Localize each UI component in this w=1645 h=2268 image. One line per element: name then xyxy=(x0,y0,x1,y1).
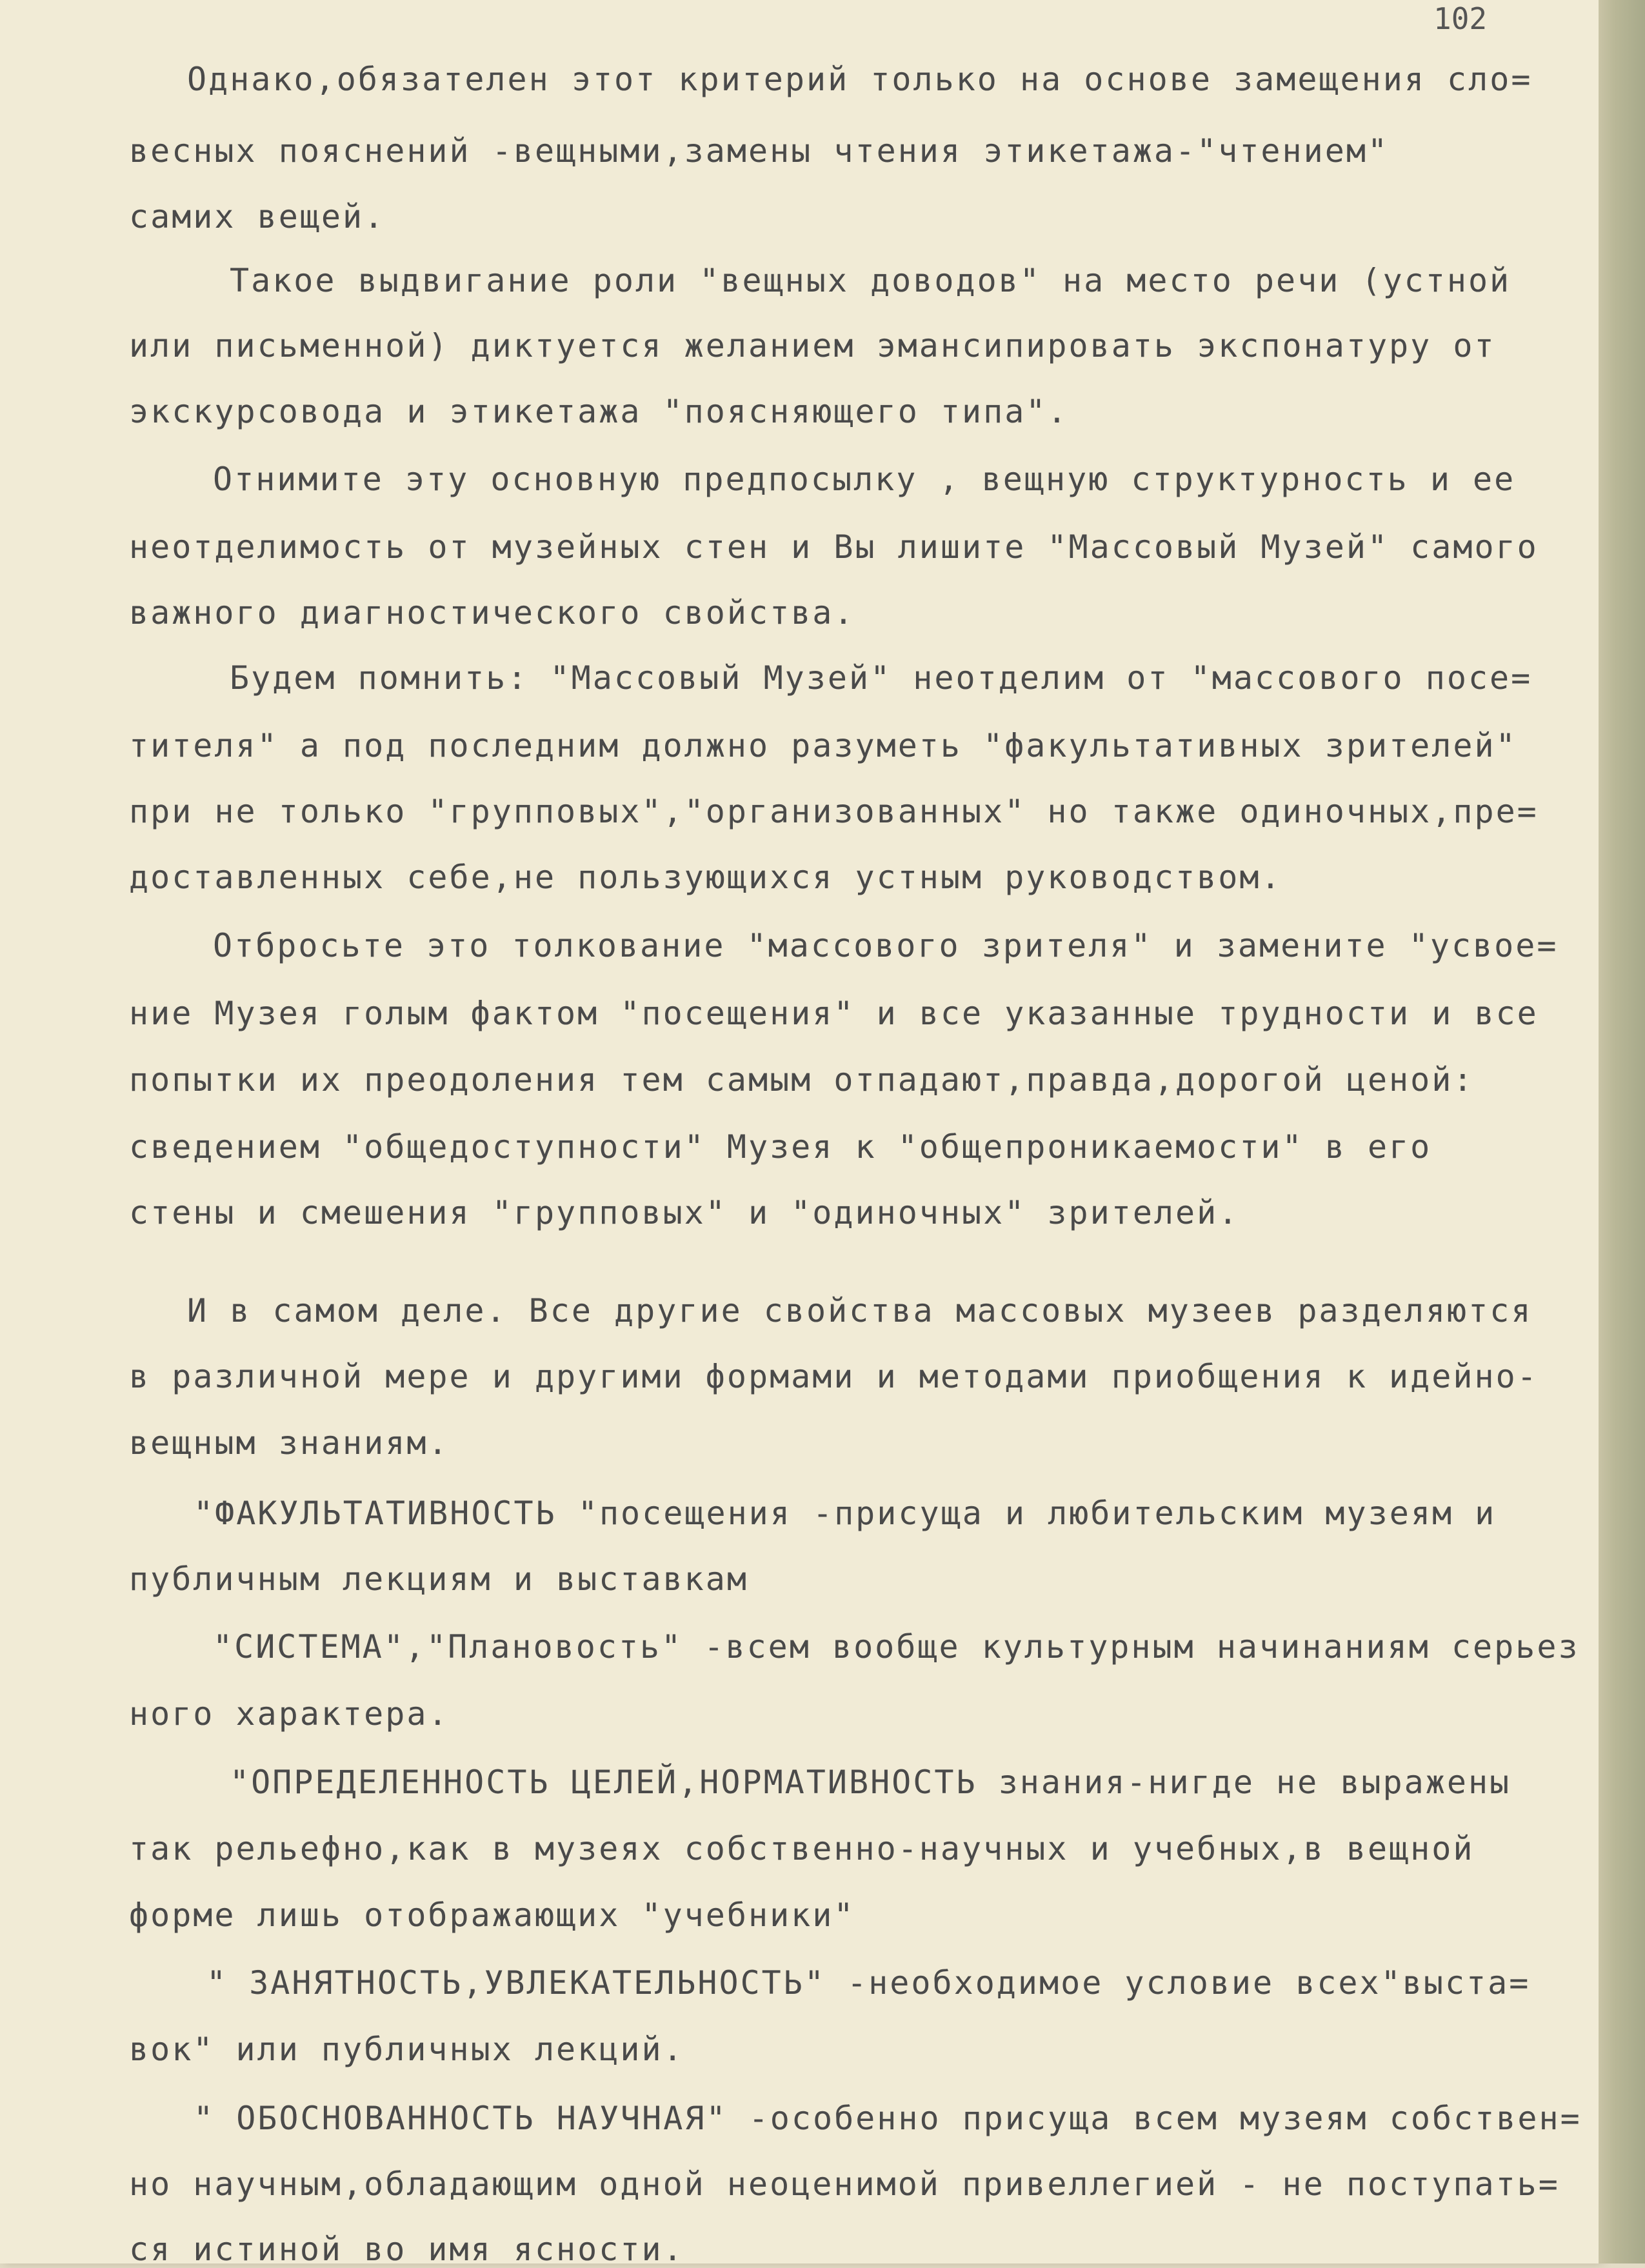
text-line: или письменной) диктуется желанием эмансипировать экспонатуру от xyxy=(129,327,1496,364)
text-line: Однако,обязателен этот критерий только на основе замещения сло= xyxy=(187,61,1533,98)
text-line: "СИСТЕМА","Плановость" -всем вообще культурным начинаниям серьез xyxy=(213,1628,1580,1666)
text-line: вещным знаниям. xyxy=(129,1424,450,1462)
text-line: "ФАКУЛЬТАТИВНОСТЬ "посещения -присуща и любительским музеям и xyxy=(194,1495,1497,1532)
text-line: при не только "групповых","организованных" но также одиночных,пре= xyxy=(129,793,1539,830)
text-line: стены и смешения "групповых" и "одиночных" зрителей. xyxy=(129,1194,1240,1231)
text-line: И в самом деле. Все другие свойства массовых музеев разделяются xyxy=(187,1292,1533,1329)
text-line: Будем помнить: "Массовый Музей" неотделим от "массового посе= xyxy=(230,659,1533,697)
text-line: "ОПРЕДЕЛЕННОСТЬ ЦЕЛЕЙ,НОРМАТИВНОСТЬ знания-нигде не выражены xyxy=(230,1764,1511,1801)
scan-background-edge xyxy=(1599,0,1645,2263)
text-line: Отнимите эту основную предпосылку , вещную структурность и ее xyxy=(213,461,1516,498)
text-line: самих вещей. xyxy=(129,198,386,235)
text-line: ся истиной во имя ясности. xyxy=(129,2231,684,2268)
text-line: так рельефно,как в музеях собственно-научных и учебных,в вещной xyxy=(129,1830,1475,1867)
text-line: Отбросьте это толкование "массового зрителя" и замените "усвое= xyxy=(213,927,1559,964)
text-line: но научным,обладающим одной неоценимой привеллегией - не поступать= xyxy=(129,2165,1560,2203)
text-line: форме лишь отображающих "учебники" xyxy=(129,1896,855,1934)
text-line: неотделимость от музейных стен и Вы лишите "Массовый Музей" самого xyxy=(129,528,1539,566)
text-line: " ЗАНЯТНОСТЬ,УВЛЕКАТЕЛЬНОСТЬ" -необходимое условие всех"выста= xyxy=(206,1964,1531,2002)
text-line: тителя" а под последним должно разуметь "факультативных зрителей" xyxy=(129,727,1517,764)
text-line: доставленных себе,не пользующихся устным руководством. xyxy=(129,859,1282,896)
text-line: экскурсовода и этикетажа "поясняющего типа". xyxy=(129,393,1069,430)
text-line: весных пояснений -вещными,замены чтения этикетажа-"чтением" xyxy=(129,132,1390,170)
text-line: ние Музея голым фактом "посещения" и все указанные трудности и все xyxy=(129,995,1539,1032)
text-line: Такое выдвигание роли "вещных доводов" на место речи (устной xyxy=(230,262,1511,299)
page-number: 102 xyxy=(1433,1,1488,36)
text-line: ного характера. xyxy=(129,1695,450,1733)
text-line: вок" или публичных лекций. xyxy=(129,2031,684,2068)
text-line: в различной мере и другими формами и методами приобщения к идейно- xyxy=(129,1358,1539,1395)
text-line: " ОБОСНОВАННОСТЬ НАУЧНАЯ" -особенно присуща всем музеям собствен= xyxy=(194,2100,1582,2137)
text-line: попытки их преодоления тем самым отпадают,правда,дорогой ценой: xyxy=(129,1061,1475,1099)
text-line: сведением "общедоступности" Музея к "общепроникаемости" в его xyxy=(129,1128,1432,1166)
text-line: важного диагностического свойства. xyxy=(129,594,855,632)
text-line: публичным лекциям и выставкам xyxy=(129,1560,748,1598)
